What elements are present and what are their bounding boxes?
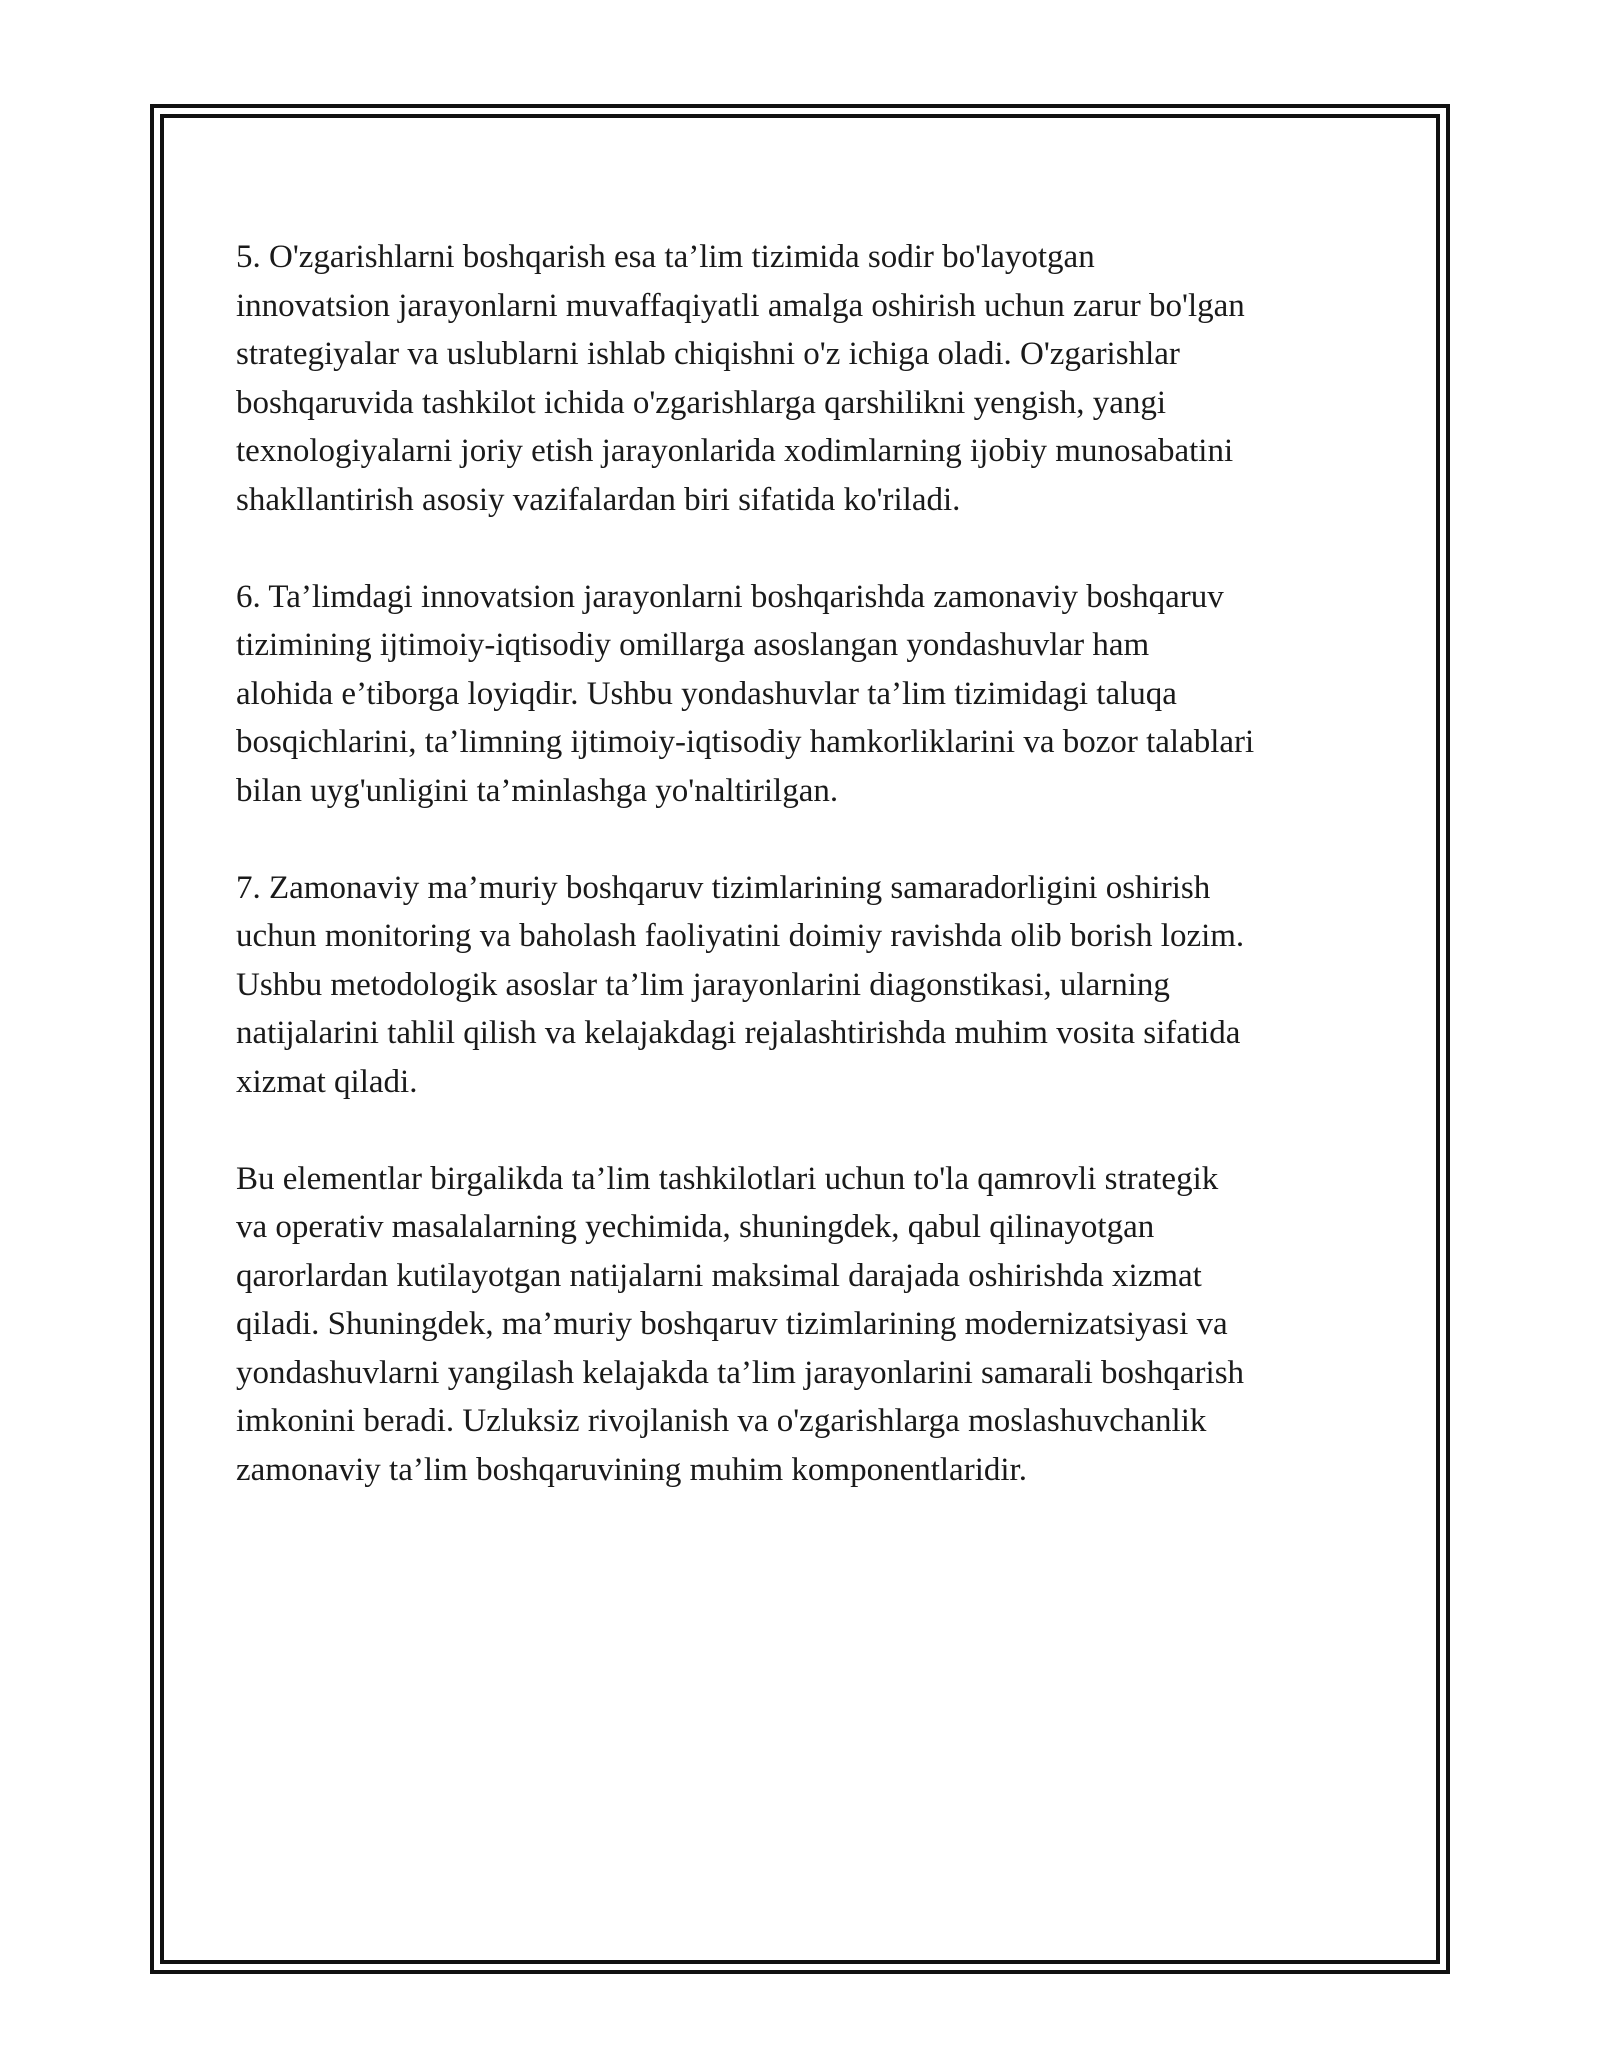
text-line: Ushbu metodologik asoslar ta’lim jarayonlarini diagonstikasi, ularning (236, 966, 1170, 1003)
paragraph-7 (236, 864, 1384, 1107)
text-line: bilan uyg'unligini ta’minlashga yo'naltirilgan. (236, 772, 839, 809)
text-line: imkonini beradi. Uzluksiz rivojlanish va o'zgarishlarga moslashuvchanlik (236, 1403, 1207, 1439)
text-line: natijalarini tahlil qilish va kelajakdagi rejalashtirishda muhim vosita sifatida (236, 1015, 1241, 1051)
text-line: Bu elementlar birgalikda ta’lim tashkilotlari uchun to'la qamrovli strategik (236, 1160, 1219, 1197)
text-line: 5. O'zgarishlarni boshqarish esa ta’lim tizimida sodir bo'layotgan (236, 239, 1095, 275)
text-line: uchun monitoring va baholash faoliyatini doimiy ravishda olib borish lozim. (236, 918, 1245, 954)
paragraph-6 (236, 573, 1384, 816)
text-line: boshqaruvida tashkilot ichida o'zgarishlarga qarshilikni yengish, yangi (236, 384, 1167, 421)
paragraph-conclusion (236, 1155, 1384, 1495)
text-line: 7. Zamonaviy ma’muriy boshqaruv tizimlarining samaradorligini oshirish (236, 869, 1211, 906)
text-line: yondashuvlarni yangilash kelajakda ta’lim jarayonlarini samarali boshqarish (236, 1354, 1245, 1391)
text-line: alohida e’tiborga loyiqdir. Ushbu yondashuvlar ta’lim tizimidagi taluqa (236, 675, 1177, 712)
text-line: zamonaviy ta’lim boshqaruvining muhim komponentlaridir. (236, 1451, 1027, 1488)
text-line: innovatsion jarayonlarni muvaffaqiyatli amalga oshirish uchun zarur bo'lgan (236, 287, 1245, 324)
text-line: va operativ masalalarning yechimida, shuningdek, qabul qilinayotgan (236, 1209, 1155, 1245)
text-line: qiladi. Shuningdek, ma’muriy boshqaruv tizimlarining modernizatsiyasi va (236, 1306, 1228, 1342)
document-body (236, 233, 1384, 1543)
text-line: tizimining ijtimoiy-iqtisodiy omillarga asoslangan yondashuvlar ham (236, 627, 1150, 663)
text-line: strategiyalar va uslublarni ishlab chiqishni o'z ichiga oladi. O'zgarishlar (236, 336, 1180, 372)
text-line: bosqichlarini, ta’limning ijtimoiy-iqtisodiy hamkorliklarini va bozor talablari (236, 724, 1255, 760)
text-line: 6. Ta’limdagi innovatsion jarayonlarni boshqarishda zamonaviy boshqaruv (236, 578, 1224, 615)
text-line: texnologiyalarni joriy etish jarayonlarida xodimlarning ijobiy munosabatini (236, 433, 1234, 469)
paragraph-5 (236, 233, 1384, 524)
text-line: qarorlardan kutilayotgan natijalarni maksimal darajada oshirishda xizmat (236, 1257, 1202, 1294)
text-line: xizmat qiladi. (236, 1063, 418, 1100)
text-line: shakllantirish asosiy vazifalardan biri sifatida ko'riladi. (236, 481, 961, 518)
